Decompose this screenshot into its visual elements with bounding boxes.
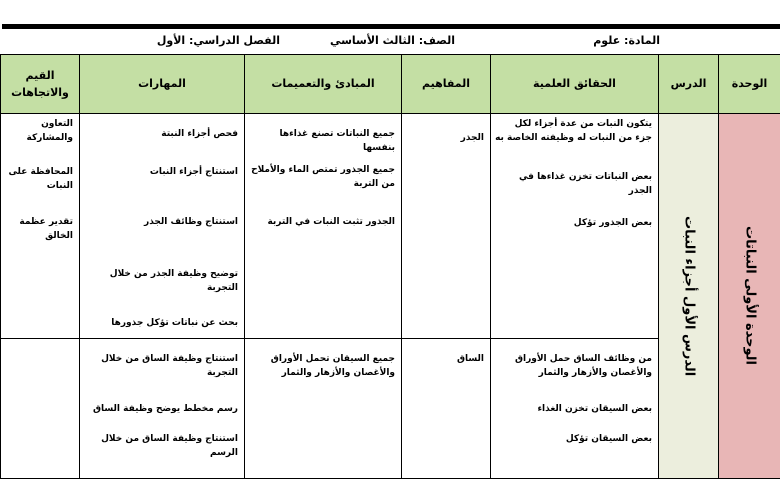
skill-item: فحص أجزاء النبتة <box>84 128 238 142</box>
col-header-principles: المبادئ والتعميمات <box>245 55 402 114</box>
fact-item: بعض الجذور تؤكل <box>495 217 652 231</box>
value-item: التعاون والمشاركة <box>5 118 73 146</box>
fact-item: يتكون النبات من عدة أجزاء لكل جزء من النبات له وظيفته الخاصة به <box>495 118 652 146</box>
fact-item: بعض النباتات تخزن غذاءها في الجذر <box>495 171 652 199</box>
skills-cell-stem <box>80 339 245 479</box>
values-cell-root <box>1 114 80 339</box>
col-header-facts: الحقائق العلمية <box>491 55 659 114</box>
top-rule <box>2 24 780 29</box>
fact-item: بعض السيقان تؤكل <box>495 433 652 447</box>
principle-item: جميع السيقان تحمل الأوراق والأغصان والأزهار والثمار <box>249 353 395 381</box>
principle-item: جميع الجذور تمتص الماء والأملاح من التربة <box>249 164 395 192</box>
col-header-unit: الوحدة <box>719 55 780 114</box>
principles-cell-root <box>245 114 402 339</box>
concept-cell-root <box>402 114 491 339</box>
fact-item: من وظائف الساق حمل الأوراق والأغصان والأزهار والثمار <box>495 353 652 381</box>
lesson-cell <box>659 114 719 479</box>
curriculum-table <box>0 54 780 479</box>
skill-item: توضيح وظيفة الجذر من خلال التجربة <box>84 268 238 296</box>
semester-label: الفصل الدراسي: الأول <box>157 34 280 47</box>
concept-item: الجذر <box>406 132 484 146</box>
subject-label: المادة: علوم <box>593 34 660 47</box>
facts-cell-root <box>491 114 659 339</box>
skill-item: رسم مخطط يوضح وظيفة الساق <box>84 403 238 417</box>
values-cell-stem <box>1 339 80 479</box>
principle-item: جميع النباتات تصنع غذاءها بنفسها <box>249 128 395 156</box>
col-header-lesson: الدرس <box>659 55 719 114</box>
lesson-name: الدرس الأول أجزاء النبات <box>678 216 698 376</box>
header-row <box>1 55 780 114</box>
table-row-root <box>1 114 780 339</box>
grade-label: الصف: الثالث الأساسي <box>330 34 455 47</box>
concept-cell-stem <box>402 339 491 479</box>
skill-item: استنتاج وظيفة الساق من خلال الرسم <box>84 433 238 461</box>
unit-name: الوحدة الأولى النباتات <box>739 226 759 365</box>
value-item: تقدير عظمة الخالق <box>5 216 73 244</box>
fact-item: بعض السيقان تخزن الغذاء <box>495 403 652 417</box>
col-header-values: القيم والاتجاهات <box>1 55 80 114</box>
skill-item: استنتاج وظيفة الساق من خلال التجربة <box>84 353 238 381</box>
facts-cell-stem <box>491 339 659 479</box>
col-header-skills: المهارات <box>80 55 245 114</box>
skill-item: استنتاج أجزاء النبات <box>84 166 238 180</box>
skill-item: بحث عن نباتات تؤكل جذورها <box>84 317 238 331</box>
concept-item: الساق <box>406 353 484 367</box>
skill-item: استنتاج وظائف الجذر <box>84 216 238 230</box>
principle-item: الجذور تثبت النبات في التربة <box>249 216 395 230</box>
value-item: المحافظة على النبات <box>5 166 73 194</box>
unit-cell <box>719 114 780 479</box>
skills-cell-root <box>80 114 245 339</box>
col-header-concepts: المفاهيم <box>402 55 491 114</box>
principles-cell-stem <box>245 339 402 479</box>
